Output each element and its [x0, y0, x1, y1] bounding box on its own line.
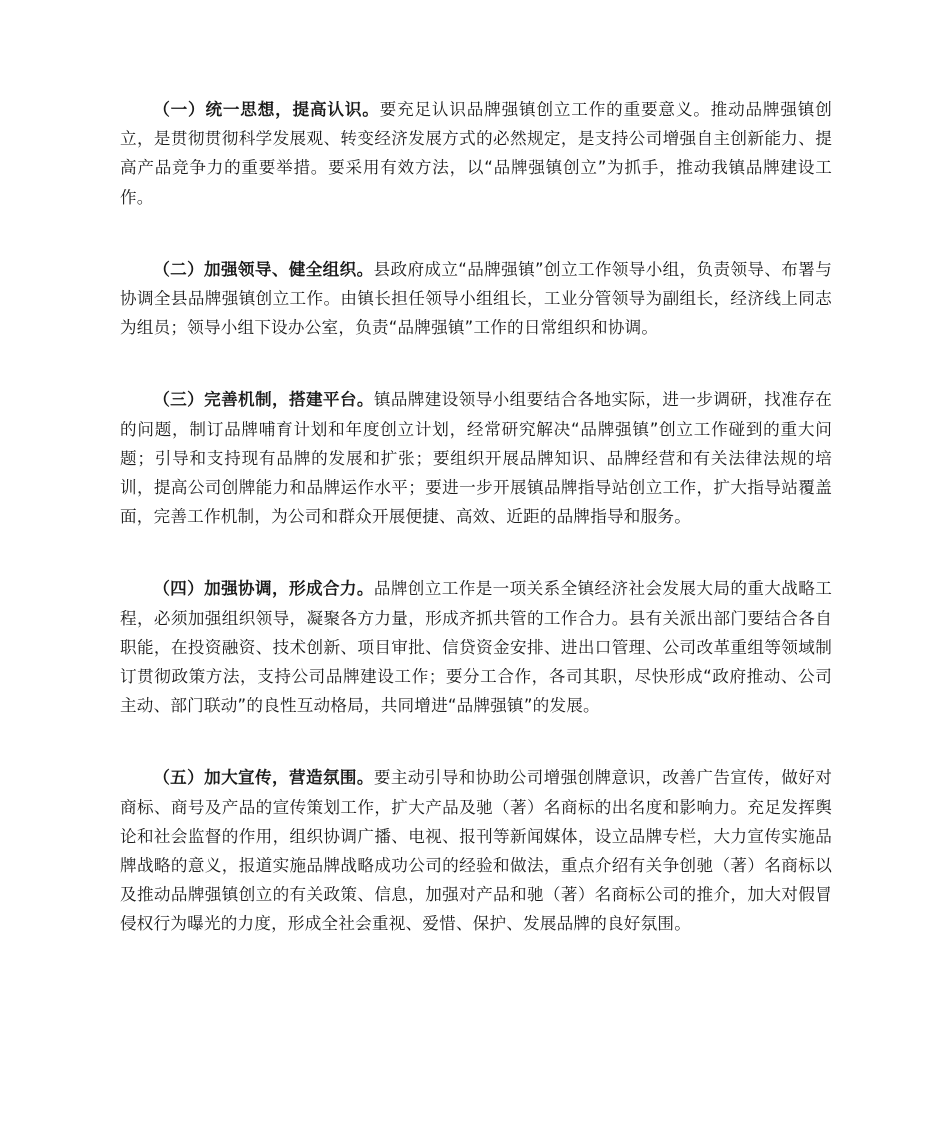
paragraph-body: 县政府成立“品牌强镇”创立工作领导小组，负责领导、布署与协调全县品牌强镇创立工作。由镇长担任领导小组组长，工业分管领导为副组长，经济线上同志为组员；领导小组下设办公室，负责“品牌强镇”工作的日常组织和协调。	[120, 259, 832, 338]
paragraph-heading: （三）完善机制，搭建平台。	[153, 390, 374, 410]
document-page	[120, 95, 832, 982]
paragraph-heading: （四）加强协调，形成合力。	[153, 579, 374, 599]
paragraph-heading: （五）加大宣传，营造氛围。	[153, 768, 374, 788]
paragraph-4	[120, 574, 832, 720]
paragraph-5	[120, 763, 832, 938]
paragraph-heading: （一）统一思想，提高认识。	[153, 100, 380, 119]
paragraph-heading: （二）加强领导、健全组织。	[153, 259, 374, 279]
paragraph-body: 要主动引导和协助公司增强创牌意识，改善广告宣传，做好对商标、商号及产品的宣传策划工作，扩大产品及驰（著）名商标的出名度和影响力。充足发挥舆论和社会监督的作用，组织协调广播、电视、报刊等新闻媒体，设立品牌专栏，大力宣传实施品牌战略的意义，报道实施品牌战略成功公司的经验和做法，重点介绍有关争创驰（著）名商标以及推动品牌强镇创立的有关政策、信息，加强对产品和驰（著）名商标公司的推介，加大对假冒侵权行为曝光的力度，形成全社会重视、爱惜、保护、发展品牌的良好氛围。	[120, 768, 832, 934]
paragraph-body: 镇品牌建设领导小组要结合各地实际，进一步调研，找准存在的问题，制订品牌哺育计划和年度创立计划，经常研究解决“品牌强镇”创立工作碰到的重大问题；引导和支持现有品牌的发展和扩张；要组织开展品牌知识、品牌经营和有关法律法规的培训，提高公司创牌能力和品牌运作水平；要进一步开展镇品牌指导站创立工作，扩大指导站覆盖面，完善工作机制，为公司和群众开展便捷、高效、近距的品牌指导和服务。	[120, 390, 832, 527]
paragraph-3	[120, 385, 832, 531]
paragraph-body: 要充足认识品牌强镇创立工作的重要意义。推动品牌强镇创立，是贯彻贯彻科学发展观、转变经济发展方式的必然规定，是支持公司增强自主创新能力、提高产品竞争力的重要举措。要采用有效方法，以“品牌强镇创立”为抓手，推动我镇品牌建设工作。	[120, 100, 832, 207]
paragraph-body: 品牌创立工作是一项关系全镇经济社会发展大局的重大战略工程，必须加强组织领导，凝聚各方力量，形成齐抓共管的工作合力。县有关派出部门要结合各自职能，在投资融资、技术创新、项目审批、信贷资金安排、进出口管理、公司改革重组等领域制订贯彻政策方法，支持公司品牌建设工作；要分工合作，各司其职，尽快形成“政府推动、公司主动、部门联动”的良性互动格局，共同增进“品牌强镇”的发展。	[120, 579, 832, 716]
paragraph-1	[120, 95, 832, 212]
paragraph-2	[120, 255, 832, 343]
